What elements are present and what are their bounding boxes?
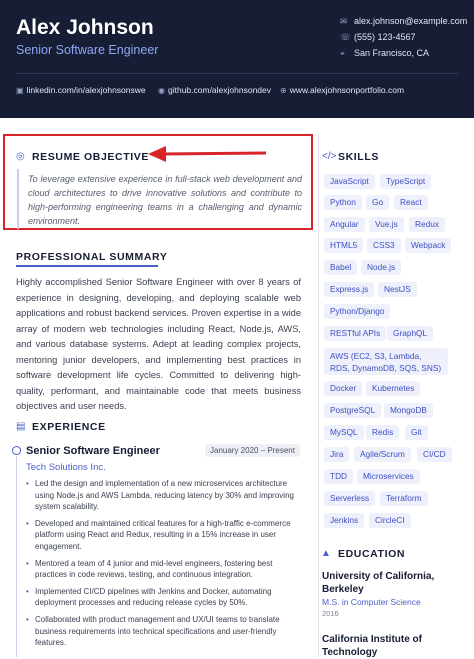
skill-chip: React — [394, 195, 428, 210]
link-portfolio-text: www.alexjohnsonportfolio.com — [289, 85, 405, 95]
skill-chip: Docker — [324, 381, 362, 396]
skill-chip: Express.js — [324, 282, 374, 297]
experience-heading: EXPERIENCE — [32, 421, 106, 433]
objective-heading: RESUME OBJECTIVE — [32, 151, 149, 163]
skill-chip: Agile/Scrum — [354, 447, 411, 462]
skill-chip: Webpack — [405, 238, 451, 253]
degree: M.S. in Computer Science — [322, 597, 421, 607]
summary-underline — [16, 265, 158, 267]
skill-chip: Redux — [409, 217, 445, 232]
skill-chip: Vue.js — [369, 217, 404, 232]
skill-chip: CircleCI — [369, 513, 411, 528]
summary-text: Highly accomplished Senior Software Engineer with over 8 years of experience in designing, developing, and deploying scalable web applications and robust backend services. Proven expertise in a wide array of modern web technologies including React, Node.js, AWS, and various database systems. Adept at leading complex projects, mentoring junior developers, and implementing best practices in software development life cycles. Committed to delivering high-quality, performant, and maintainable code that meets business objectives and user needs. — [16, 277, 301, 411]
timeline-line — [16, 456, 17, 657]
skill-chip: Git — [405, 425, 428, 440]
graduation-cap-icon: ▲ — [321, 548, 331, 559]
contact-location — [340, 48, 429, 59]
candidate-title: Senior Software Engineer — [16, 43, 159, 57]
skill-chip: Python — [324, 195, 362, 210]
skills-heading: SKILLS — [338, 151, 379, 163]
job-bullet: • Collaborated with product management and UX/UI teams to translate business requirements into technical specifications and user-friendly features. — [26, 614, 304, 649]
skill-chip: TDD — [324, 469, 353, 484]
objective-quote-bar — [17, 169, 19, 229]
skill-chip: MongoDB — [384, 403, 433, 418]
job-bullet: • Mentored a team of 4 junior and mid-level engineers, fostering best practices in code reviews, testing, and continuous integration. — [26, 558, 304, 581]
skill-chip: Jenkins — [324, 513, 364, 528]
skill-chip: JavaScript — [324, 174, 375, 189]
link-github-text: github.com/alexjohnsondev — [167, 85, 271, 95]
contact-email-text: alex.johnson@example.com — [354, 16, 468, 26]
summary-heading: PROFESSIONAL SUMMARY — [16, 251, 168, 263]
skill-chip: CSS3 — [367, 238, 401, 253]
job-bullets — [26, 478, 304, 654]
link-portfolio[interactable] — [280, 85, 404, 95]
job-company: Tech Solutions Inc. — [26, 462, 106, 473]
pointer-arrow-icon — [148, 144, 268, 164]
skill-chip: MySQL — [324, 425, 364, 440]
location-icon: ⌖ — [340, 48, 345, 58]
job-bullet: • Developed and maintained critical features for a high-traffic e-commerce platform using React and Redux, resulting in a 15% increase in user engagement. — [26, 518, 304, 553]
school-name: California Institute of Technology — [322, 634, 422, 658]
contact-email[interactable] — [340, 16, 467, 27]
contact-phone-text: (555) 123-4567 — [354, 32, 416, 42]
skill-chip: Jira — [324, 447, 349, 462]
skill-chip: Redis — [366, 425, 399, 440]
contact-phone[interactable] — [340, 32, 416, 43]
skill-chip: PostgreSQL — [324, 403, 381, 418]
skill-chip: CI/CD — [417, 447, 452, 462]
skill-chip: NestJS — [378, 282, 417, 297]
contact-location-text: San Francisco, CA — [354, 48, 430, 58]
skill-chip: RESTful APIs — [324, 326, 386, 341]
job-role: Senior Software Engineer — [26, 445, 160, 457]
timeline-dot — [12, 446, 21, 455]
github-icon: ◉ — [158, 86, 165, 95]
globe-icon: ⊕ — [280, 86, 287, 95]
job-bullet: • Led the design and implementation of a new microservices architecture using Node.js and AWS Lambda, reducing latency by 30% and improving system scalability. — [26, 478, 304, 513]
mail-icon: ✉ — [340, 16, 348, 26]
skill-chip: Python/Django — [324, 304, 390, 319]
job-dates: January 2020 – Present — [205, 444, 300, 457]
briefcase-icon: ▤ — [16, 421, 26, 432]
linkedin-icon: ▣ — [16, 86, 24, 95]
link-linkedin[interactable] — [16, 85, 146, 95]
skill-chip: AWS (EC2, S3, Lambda, RDS, DynamoDB, SQS, SNS) — [324, 348, 448, 375]
skill-chip: Babel — [324, 260, 357, 275]
link-github[interactable] — [158, 85, 271, 95]
skill-chip: Terraform — [380, 491, 428, 506]
graduation-year: 2016 — [322, 609, 339, 618]
job-bullet: • Implemented CI/CD pipelines with Jenkins and Docker, automating deployment processes and reducing release cycles by 50%. — [26, 586, 304, 609]
target-icon: ◎ — [16, 151, 25, 162]
skill-chip: Angular — [324, 217, 365, 232]
code-icon: </> — [322, 151, 337, 162]
sidebar-divider — [318, 134, 319, 657]
skill-chip: Node.js — [361, 260, 401, 275]
phone-icon: ☏ — [340, 32, 351, 42]
education-heading: EDUCATION — [338, 548, 406, 560]
skill-chip: TypeScript — [380, 174, 431, 189]
skill-chip: Go — [366, 195, 389, 210]
skill-chip: Serverless — [324, 491, 375, 506]
link-linkedin-text: linkedin.com/in/alexjohnsonswe — [26, 85, 146, 95]
header-divider — [16, 73, 458, 74]
candidate-name: Alex Johnson — [16, 16, 154, 39]
school-name: University of California, Berkeley — [322, 571, 435, 595]
skill-chip: Microservices — [357, 469, 420, 484]
skill-chip: Kubernetes — [366, 381, 420, 396]
skill-chip: HTML5 — [324, 238, 363, 253]
objective-text: To leverage extensive experience in full-stack web development and cloud architectures to drive innovative solutions and contribute to high-performing engineering teams in a challenging and dynamic environment. — [28, 174, 302, 226]
skill-chip: GraphQL — [387, 326, 433, 341]
